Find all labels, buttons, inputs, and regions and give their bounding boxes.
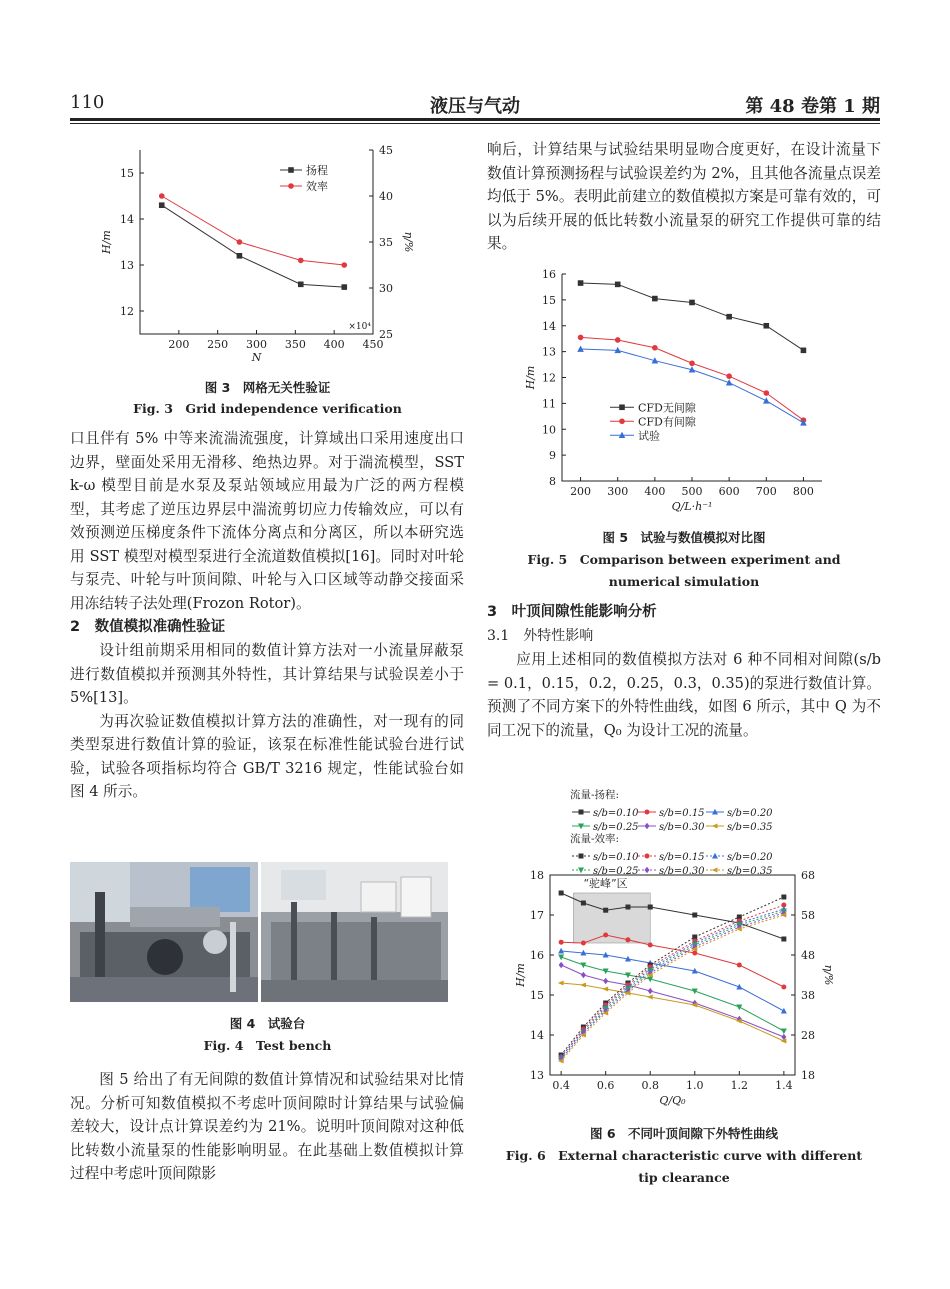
x-tick-label: 0.6: [596, 1079, 615, 1092]
x-tick-label: 400: [323, 338, 345, 351]
section-heading-3: 3 叶顶间隙性能影响分析: [487, 604, 657, 620]
legend-title-head: 流量-扬程:: [570, 789, 620, 801]
x-tick-label: 300: [246, 338, 267, 351]
data-point-CFD无间隙: [689, 300, 695, 306]
paragraph: 图 5 给出了有无间隙的数值计算情况和试验结果对比情况。分析可知数值模拟不考虑叶顶间隙时计算结果与试验偏差较大，设计点计算误差约为 21%。说明叶顶间隙对这种低比转数小流量泵的性能影响明显。在此基础上数值模拟计算过程中考虑叶顶间隙影: [70, 1071, 464, 1182]
x-tick-label: 1.2: [730, 1079, 749, 1092]
y2-tick-label: 30: [379, 282, 393, 295]
data-point-CFD有间隙: [763, 390, 769, 396]
legend-marker: [645, 854, 650, 859]
head-point-s/b=0.10: [559, 891, 564, 896]
head-point-s/b=0.10: [581, 901, 586, 906]
fig6-caption-cn: 图 6 不同叶顶间隙下外特性曲线: [589, 1126, 779, 1141]
head-point-s/b=0.10: [692, 913, 697, 918]
head-point-s/b=0.35: [647, 995, 653, 1000]
y-tick-label: 14: [120, 213, 134, 226]
data-point-CFD无间隙: [578, 280, 584, 286]
legend-title-eff: 流量-效率:: [570, 833, 620, 845]
x-tick-label: 600: [718, 485, 740, 498]
legend-marker: [288, 167, 294, 173]
y2-tick-label: 48: [801, 949, 815, 962]
data-point-CFD有间隙: [652, 345, 658, 351]
x-axis-label: Q/Q₀: [659, 1094, 686, 1107]
hump-region-label: “驼峰”区: [583, 877, 628, 890]
legend-label: 扬程: [306, 164, 328, 177]
legend-label: s/b=0.15: [659, 852, 705, 863]
legend-marker: [712, 868, 718, 873]
legend-marker: [645, 810, 650, 815]
legend-label: s/b=0.25: [593, 822, 639, 833]
x-tick-label: 1.4: [775, 1079, 793, 1092]
head-point-s/b=0.30: [648, 988, 653, 995]
fig5-caption-en-2: numerical simulation: [608, 574, 760, 589]
data-point-试验: [763, 397, 770, 403]
fig5-chart: [520, 262, 840, 520]
y2-tick-label: 68: [801, 869, 815, 882]
data-point-CFD有间隙: [726, 373, 732, 379]
legend-label: s/b=0.10: [593, 852, 639, 863]
y-tick-label: 15: [542, 293, 556, 307]
legend-marker: [288, 183, 294, 189]
y-tick-label: 10: [542, 423, 556, 437]
data-point-CFD无间隙: [763, 323, 769, 329]
head-point-s/b=0.15: [603, 933, 608, 938]
head-point-s/b=0.15: [737, 963, 742, 968]
legend-marker: [578, 868, 584, 874]
fig4-caption-cn: 图 4 试验台: [229, 1016, 306, 1031]
fig3-caption-cn: 图 3 网格无关性验证: [204, 380, 331, 395]
data-point-CFD有间隙: [578, 335, 584, 341]
right-column-text-mid: [487, 600, 881, 742]
y-tick-label: 17: [530, 909, 544, 922]
x-tick-label: 700: [755, 485, 777, 498]
fig6-caption-en-2: tip clearance: [638, 1170, 730, 1185]
data-point-CFD有间隙: [615, 337, 621, 343]
head-point-s/b=0.15: [559, 940, 564, 945]
head-point-s/b=0.35: [602, 987, 608, 992]
legend-marker: [579, 854, 584, 859]
legend-label: 试验: [638, 429, 660, 443]
legend-marker: [645, 867, 650, 874]
head-point-s/b=0.15: [648, 943, 653, 948]
eff-point-s/b=0.10: [781, 895, 786, 900]
x-tick-label: 0.4: [552, 1079, 570, 1092]
data-point-CFD无间隙: [615, 282, 621, 288]
x-axis-label: N: [251, 351, 262, 364]
legend-marker: [579, 810, 584, 815]
data-point-效率: [159, 193, 165, 199]
y2-tick-label: 38: [801, 989, 815, 1002]
series-line-CFD无间隙: [581, 283, 804, 350]
head-point-s/b=0.30: [559, 962, 564, 969]
paragraph: 为再次验证数值模拟计算方法的准确性，对一现有的同类型泵进行数值计算的验证，该泵在标准性能试验台进行试验，试验各项指标均符合 GB/T 3216 规定，性能试验台如图 4 所示。: [70, 712, 464, 800]
legend-label: CFD无间隙: [638, 401, 696, 415]
fig3-chart: [95, 142, 425, 380]
x-tick-label: 450: [362, 338, 384, 351]
y2-tick-label: 45: [379, 144, 393, 157]
right-column-text-top: [487, 138, 881, 256]
y-tick-label: 13: [120, 259, 134, 272]
paragraph: 口且伴有 5% 中等来流湍流强度，计算域出口采用速度出口边界，壁面处采用无滑移、绝热边界。对于湍流模型，SST k-ω 模型目前是水泵及泵站领域应用最为广泛的两方程模型，其考虑了逆压边界层中湍流剪切应力传输效应，可以有效预测逆压梯度条件下流体分离点和分离区，所以本研究选用 SST 模型对模型泵进行全流道数值模拟[16]。同时对叶轮与泵壳、叶轮与叶顶间隙、叶轮与入口区域等动静交接面采用冻结转子法处理(Frozon Rotor)。: [70, 430, 464, 612]
y-tick-label: 8: [549, 475, 556, 488]
head-point-s/b=0.10: [648, 905, 653, 910]
page-header: [70, 92, 880, 116]
head-point-s/b=0.10: [625, 905, 630, 910]
y-tick-label: 13: [542, 345, 556, 359]
y-tick-label: 15: [120, 167, 134, 180]
y-axis-label: H/m: [524, 365, 537, 390]
data-point-扬程: [237, 253, 243, 259]
page-number: 110: [70, 92, 105, 113]
y-tick-label: 18: [530, 869, 544, 882]
legend-label: s/b=0.25: [593, 866, 639, 877]
y-tick-label: 14: [542, 319, 556, 333]
head-point-s/b=0.15: [692, 951, 697, 956]
y2-tick-label: 25: [379, 328, 393, 341]
legend-marker: [712, 853, 718, 859]
fig6-caption-en-1: Fig. 6 External characteristic curve with different: [505, 1148, 863, 1163]
data-point-CFD无间隙: [801, 348, 807, 354]
head-point-s/b=0.15: [581, 941, 586, 946]
data-point-CFD无间隙: [726, 314, 732, 320]
head-point-s/b=0.35: [580, 983, 586, 988]
x-tick-label: 500: [681, 485, 703, 498]
legend-marker: [712, 824, 718, 829]
data-point-效率: [341, 262, 347, 268]
test-bench-photo-left: [70, 862, 258, 1002]
left-column-text: [70, 427, 464, 804]
fig5-caption-cn: 图 5 试验与数值模拟对比图: [602, 530, 766, 545]
header-rule-thin: [70, 123, 880, 124]
x-tick-label: 200: [168, 338, 190, 351]
x-multiplier-label: ×10⁴: [348, 322, 371, 332]
y2-tick-label: 35: [379, 236, 393, 249]
left-column-text-bottom: [70, 1068, 464, 1186]
x-tick-label: 400: [644, 485, 666, 498]
legend-label: s/b=0.35: [727, 822, 773, 833]
x-axis-label: Q/L·h⁻¹: [671, 500, 713, 513]
x-tick-label: 250: [207, 338, 229, 351]
test-bench-photo-right: [261, 862, 448, 1002]
series-line-效率: [162, 196, 345, 265]
subsection-heading-3-1: 3.1 外特性影响: [487, 628, 594, 644]
data-point-CFD无间隙: [652, 296, 658, 302]
header-rule-thick: [70, 118, 880, 121]
head-point-s/b=0.15: [625, 937, 630, 942]
legend-label: 效率: [306, 180, 328, 193]
y-tick-label: 13: [530, 1069, 544, 1082]
data-point-扬程: [159, 202, 165, 208]
fig4-caption-en: Fig. 4 Test bench: [203, 1038, 332, 1053]
x-tick-label: 800: [792, 485, 814, 498]
head-point-s/b=0.25: [736, 1005, 742, 1011]
y-tick-label: 16: [530, 949, 544, 962]
y-tick-label: 11: [542, 397, 556, 411]
y2-tick-label: 40: [379, 190, 393, 203]
axes-frame: [140, 150, 373, 334]
head-point-s/b=0.30: [581, 972, 586, 979]
legend-label: s/b=0.20: [727, 852, 773, 863]
y-axis-label: H/m: [514, 963, 527, 987]
paragraph: 响后，计算结果与试验结果明显吻合度更好，在设计流量下数值计算预测扬程与试验误差约为 2%，且其他各流量点误差均低于 5%。表明此前建立的数值模拟方案是可靠有效的，可以为后续开展的低比转数小流量泵的研究工作提供可靠的结果。: [487, 141, 881, 252]
y2-tick-label: 18: [801, 1069, 815, 1082]
y-tick-label: 14: [530, 1029, 544, 1042]
x-tick-label: 0.8: [641, 1079, 659, 1092]
head-point-s/b=0.15: [781, 985, 786, 990]
x-tick-label: 350: [284, 338, 306, 351]
data-point-扬程: [341, 284, 347, 290]
legend-marker: [645, 823, 650, 830]
legend-label: s/b=0.30: [659, 822, 705, 833]
y2-tick-label: 28: [801, 1029, 815, 1042]
head-point-s/b=0.10: [603, 908, 608, 913]
legend-label: s/b=0.15: [659, 808, 705, 819]
head-line-s/b=0.25: [561, 957, 784, 1031]
legend-label: s/b=0.10: [593, 808, 639, 819]
head-line-s/b=0.35: [561, 983, 784, 1041]
y-tick-label: 9: [549, 449, 556, 463]
legend-label: s/b=0.20: [727, 808, 773, 819]
data-point-扬程: [298, 282, 304, 288]
data-point-CFD有间隙: [689, 360, 695, 366]
head-point-s/b=0.30: [603, 978, 608, 985]
data-point-效率: [237, 239, 243, 245]
paragraph: 设计组前期采用相同的数值计算方法对一小流量屏蔽泵进行数值模拟并预测其外特性，其计算结果与试验误差小于 5%[13]。: [70, 642, 464, 706]
y2-axis-label: η/%: [822, 964, 835, 986]
y-axis-label: H/m: [100, 230, 113, 254]
y-tick-label: 12: [120, 305, 134, 318]
x-tick-label: 200: [570, 485, 592, 498]
legend-label: s/b=0.35: [727, 866, 773, 877]
y-tick-label: 15: [530, 989, 544, 1002]
legend-marker: [619, 404, 625, 410]
volume-issue: 第 48 卷第 1 期: [745, 96, 880, 117]
head-point-s/b=0.20: [558, 948, 564, 954]
legend-label: s/b=0.30: [659, 866, 705, 877]
fig6-chart: [510, 785, 840, 1115]
head-point-s/b=0.10: [781, 937, 786, 942]
y-tick-label: 12: [542, 371, 556, 385]
head-point-s/b=0.25: [781, 1029, 787, 1035]
section-heading-2: 2 数值模拟准确性验证: [70, 619, 226, 635]
head-point-s/b=0.20: [781, 1008, 787, 1014]
x-tick-label: 1.0: [686, 1079, 704, 1092]
fig3-caption-en: Fig. 3 Grid independence verification: [133, 401, 402, 416]
y2-tick-label: 58: [801, 909, 815, 922]
y-tick-label: 16: [542, 268, 556, 281]
x-tick-label: 300: [607, 485, 629, 498]
y2-axis-label: η/%: [402, 231, 415, 253]
legend-label: CFD有间隙: [638, 415, 696, 429]
head-point-s/b=0.35: [558, 981, 564, 986]
fig5-caption-en-1: Fig. 5 Comparison between experiment and: [527, 552, 841, 567]
journal-name: 液压与气动: [430, 96, 520, 117]
paragraph: 应用上述相同的数值模拟方法对 6 种不同相对间隙(s/b = 0.1，0.15，0.2，0.25，0.3，0.35)的泵进行数值计算。预测了不同方案下的外特性曲线，如图 6 所示，其中 Q 为不同工况下的流量，Q₀ 为设计工况的流量。: [487, 651, 881, 739]
legend-marker: [619, 418, 625, 424]
data-point-效率: [298, 258, 304, 264]
